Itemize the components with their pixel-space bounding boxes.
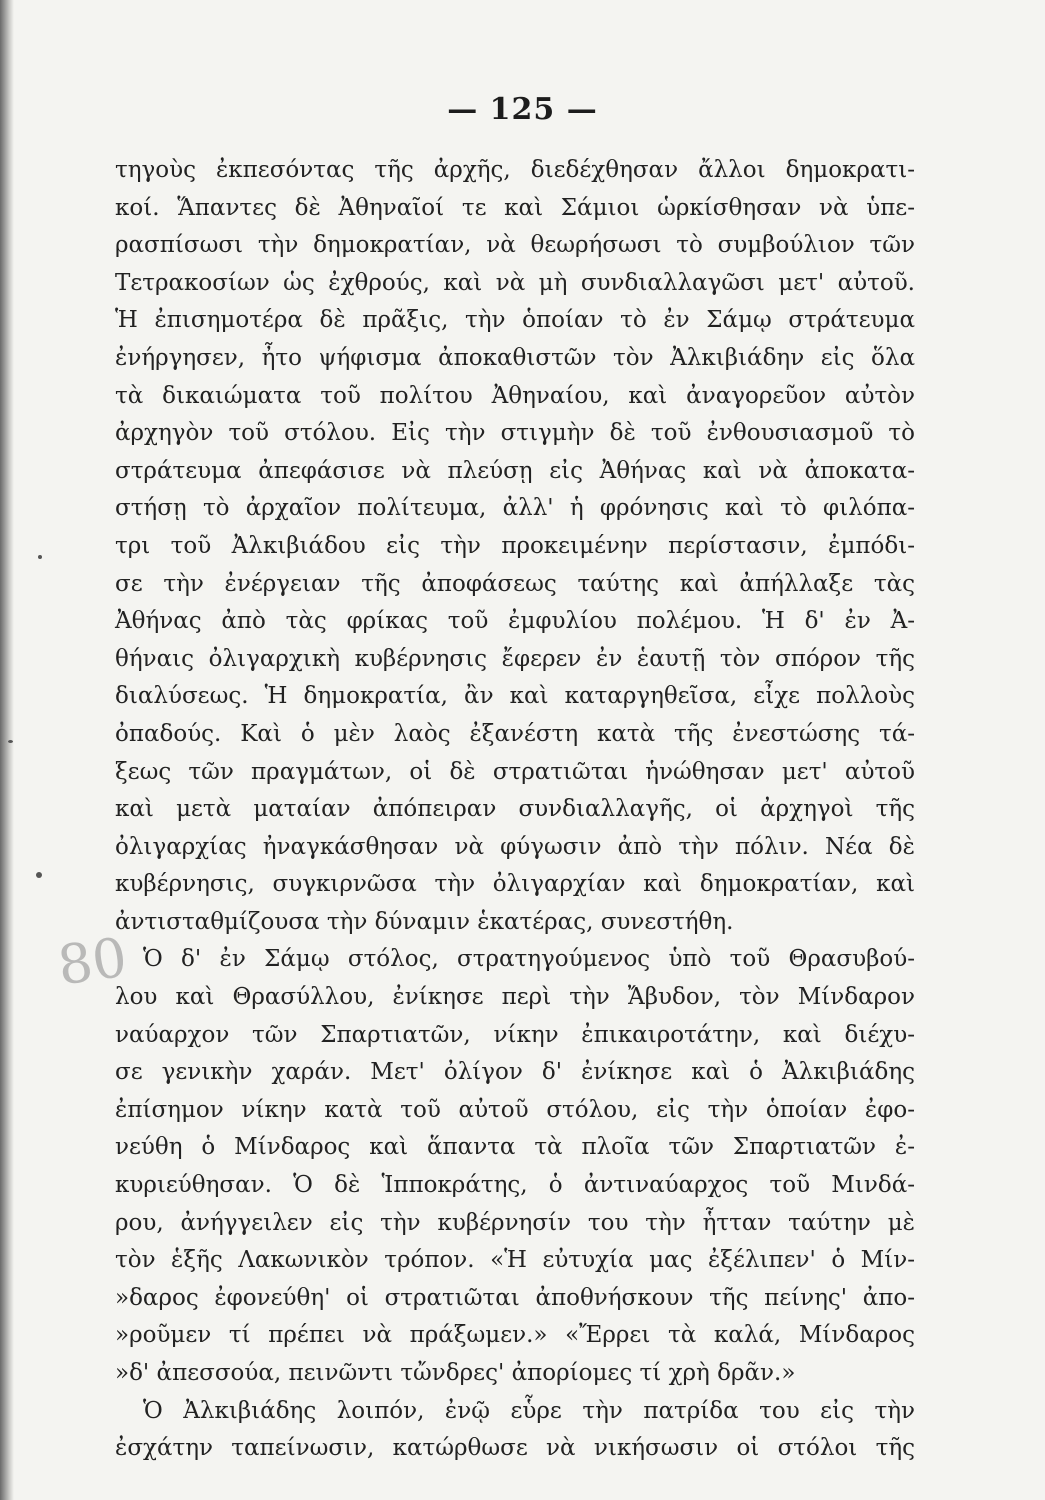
text-line: ἀντισταθμίζουσα τὴν δύναμιν ἑκατέρας, συνεστήθη. [115,908,734,935]
text-line: ναύαρχον τῶν Σπαρτιατῶν, νίκην ἐπικαιροτάτην, καὶ διέχυ- [115,1021,915,1048]
text-line: διαλύσεως. Ἡ δημοκρατία, ἂν καὶ καταργηθεῖσα, εἶχε πολλοὺς [115,683,915,710]
text-line: στράτευμα ἀπεφάσισε νὰ πλεύσῃ εἰς Ἀθήνας καὶ νὰ ἀποκατα- [115,457,915,484]
text-line: »δ' ἀπεσσούα, πεινῶντι τὤνδρες' ἀπορίομες τί χρὴ δρᾶν.» [115,1360,796,1386]
page-number: — 125 — [447,92,598,127]
text-line: καὶ μετὰ ματαίαν ἀπόπειραν συνδιαλλαγῆς, οἱ ἀρχηγοὶ τῆς [115,796,915,823]
text-line: κυριεύθησαν. Ὁ δὲ Ἱπποκράτης, ὁ ἀντιναύαρχος τοῦ Μινδά- [115,1172,915,1199]
text-line: κοί. Ἅπαντες δὲ Ἀθηναῖοί τε καὶ Σάμιοι ὡρκίσθησαν νὰ ὑπε- [115,194,915,221]
text-line: σε γενικὴν χαράν. Μετ' ὀλίγον δ' ἐνίκησε καὶ ὁ Ἀλκιβιάδης [115,1059,915,1086]
text-line: Ἀθήνας ἀπὸ τὰς φρίκας τοῦ ἐμφυλίου πολέμου. Ἡ δ' ἐν Ἀ- [115,608,915,635]
text-line: Ὁ Ἀλκιβιάδης λοιπόν, ἐνῷ εὗρε τὴν πατρίδα του εἰς τὴν [143,1397,915,1424]
text-line: νεύθη ὁ Μίνδαρος καὶ ἅπαντα τὰ πλοῖα τῶν Σπαρτιατῶν ἐ- [115,1134,915,1161]
text-line: ξεως τῶν πραγμάτων, οἱ δὲ στρατιῶται ἡνώθησαν μετ' αὐτοῦ [115,758,915,785]
text-line: ἐσχάτην ταπείνωσιν, κατώρθωσε νὰ νικήσωσιν οἱ στόλοι τῆς [115,1435,915,1462]
ink-speck [38,555,42,559]
text-line: Ὁ δ' ἐν Σάμῳ στόλος, στρατηγούμενος ὑπὸ τοῦ Θρασυβού- [143,946,915,973]
text-line: τὰ δικαιώματα τοῦ πολίτου Ἀθηναίου, καὶ ἀναγορεῦον αὐτὸν [115,382,915,409]
text-line: Τετρακοσίων ὡς ἐχθρούς, καὶ νὰ μὴ συνδιαλλαγῶσι μετ' αὐτοῦ. [115,269,915,296]
handwritten-margin-note: 80 [53,925,131,998]
text-line: ἐνήργησεν, ἦτο ψήφισμα ἀποκαθιστῶν τὸν Ἀλκιβιάδην εἰς ὅλα [115,344,915,371]
text-line: θήναις ὀλιγαρχικὴ κυβέρνησις ἔφερεν ἐν ἑαυτῇ τὸν σπόρον τῆς [115,645,915,672]
text-line: ἀρχηγὸν τοῦ στόλου. Εἰς τὴν στιγμὴν δὲ τοῦ ἐνθουσιασμοῦ τὸ [115,420,915,447]
text-line: ὀπαδούς. Καὶ ὁ μὲν λαὸς ἐξανέστη κατὰ τῆς ἐνεστώσης τά- [115,720,915,747]
text-line: »ροῦμεν τί πρέπει νὰ πράξωμεν.» «Ἔρρει τὰ καλά, Μίνδαρος [115,1322,915,1349]
text-line: ρου, ἀνήγγειλεν εἰς τὴν κυβέρνησίν του τὴν ἧτταν ταύτην μὲ [115,1209,915,1236]
page-edge-shadow [0,0,14,1500]
text-line: ρασπίσωσι τὴν δημοκρατίαν, νὰ θεωρήσωσι τὸ συμβούλιον τῶν [115,232,915,259]
text-line: στήσῃ τὸ ἀρχαῖον πολίτευμα, ἀλλ' ἡ φρόνησις καὶ τὸ φιλόπα- [115,495,915,522]
text-line: λου καὶ Θρασύλλου, ἐνίκησε περὶ τὴν Ἄβυδον, τὸν Μίνδαρον [115,984,915,1011]
text-line: ὀλιγαρχίας ἠναγκάσθησαν νὰ φύγωσιν ἀπὸ τὴν πόλιν. Νέα δὲ [115,833,915,860]
text-line: Ἡ ἐπισημοτέρα δὲ πρᾶξις, τὴν ὁποίαν τὸ ἐν Σάμῳ στράτευμα [115,307,915,334]
text-line: τηγοὺς ἐκπεσόντας τῆς ἀρχῆς, διεδέχθησαν ἄλλοι δημοκρατι- [115,157,915,183]
text-line: ἐπίσημον νίκην κατὰ τοῦ αὐτοῦ στόλου, εἰς τὴν ὁποίαν ἐφο- [115,1096,915,1123]
body-text [115,152,915,1468]
text-line: σε τὴν ἐνέργειαν τῆς ἀποφάσεως ταύτης καὶ ἀπήλλαξε τὰς [115,570,915,597]
text-line: »δαρος ἐφονεύθη' οἱ στρατιῶται ἀποθνήσκουν τῆς πείνης' ἀπο- [115,1284,915,1311]
text-line: κυβέρνησις, συγκιρνῶσα τὴν ὀλιγαρχίαν καὶ δημοκρατίαν, καὶ [115,871,915,898]
text-line: τὸν ἑξῆς Λακωνικὸν τρόπον. «Ἡ εὐτυχία μας ἐξέλιπεν' ὁ Μίν- [115,1247,915,1274]
text-line: τρι τοῦ Ἀλκιβιάδου εἰς τὴν προκειμένην περίστασιν, ἐμπόδι- [115,532,915,559]
ink-speck [8,740,13,743]
ink-speck [36,872,42,878]
